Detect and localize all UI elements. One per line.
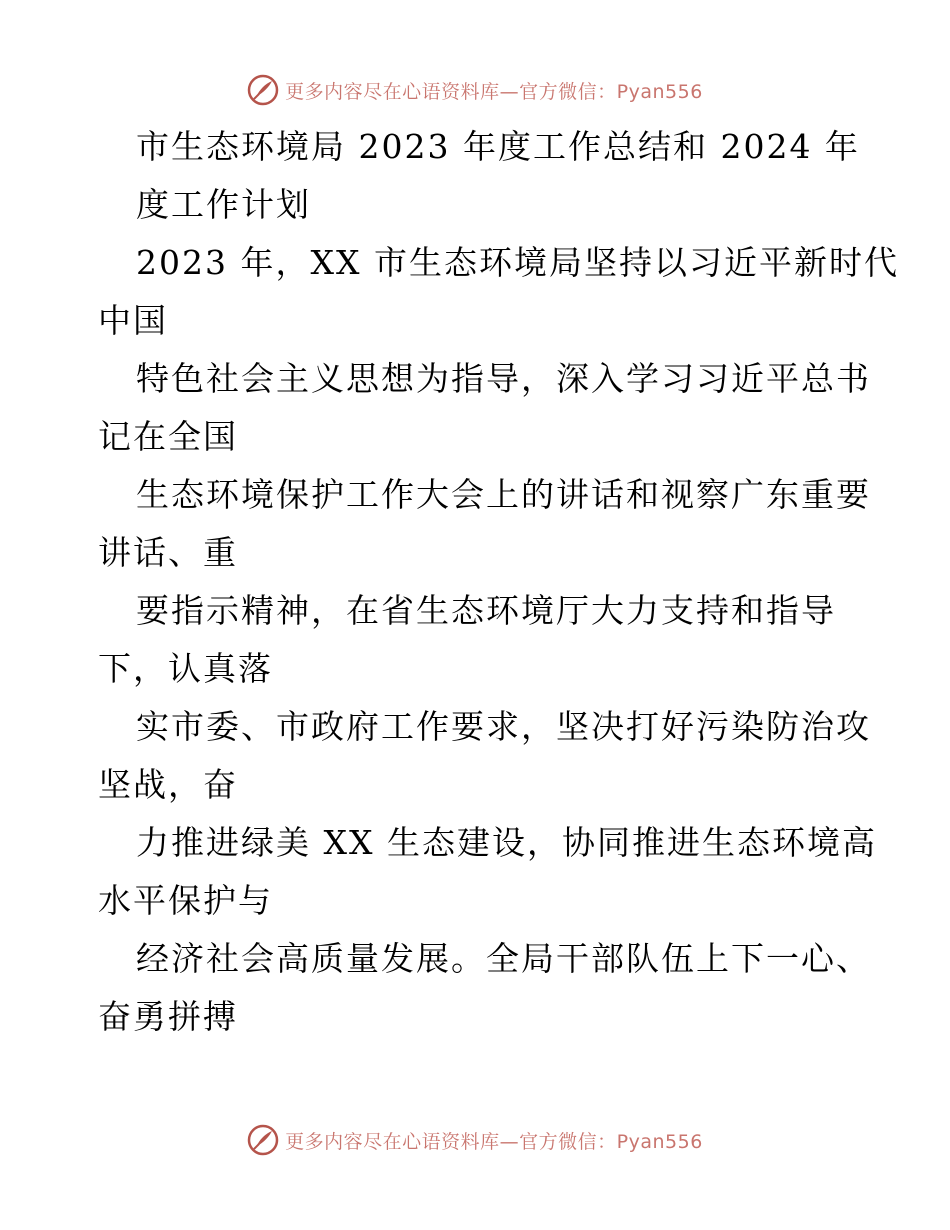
paragraph-line: 下，认真落 — [98, 649, 273, 688]
paragraph-line: 实市委、市政府工作要求，坚决打好污染防治攻 — [136, 707, 871, 746]
paragraph-line: 经济社会高质量发展。全局干部队伍上下一心、 — [136, 939, 871, 978]
paragraph-line: 特色社会主义思想为指导，深入学习习近平总书 — [136, 359, 871, 398]
paragraph-line: 水平保护与 — [98, 881, 273, 920]
paragraph-line: 力推进绿美 XX 生态建设，协同推进生态环境高 — [136, 823, 877, 862]
document-title-line-1: 市生态环境局 2023 年度工作总结和 2024 年 — [136, 127, 860, 166]
footer-banner — [0, 1120, 950, 1160]
document-title-line-2: 度工作计划 — [136, 185, 311, 224]
header-banner — [0, 70, 950, 110]
quill-pen-logo-icon — [247, 74, 279, 106]
paragraph-line: 要指示精神，在省生态环境厅大力支持和指导 — [136, 591, 836, 630]
paragraph-line: 中国 — [98, 301, 168, 340]
paragraph-line: 2023 年，XX 市生态环境局坚持以习近平新时代 — [136, 243, 899, 282]
paragraph-line: 生态环境保护工作大会上的讲话和视察广东重要 — [136, 475, 871, 514]
paragraph-line: 坚战，奋 — [98, 765, 238, 804]
paragraph-line: 讲话、重 — [98, 533, 238, 572]
footer-banner-text: 更多内容尽在心语资料库—官方微信：Pyan556 — [285, 1130, 703, 1153]
paragraph-line: 记在全国 — [98, 417, 238, 456]
paragraph-line: 奋勇拼搏 — [98, 997, 238, 1036]
document-body — [0, 118, 950, 1046]
header-banner-text: 更多内容尽在心语资料库—官方微信：Pyan556 — [285, 80, 703, 103]
quill-pen-logo-icon — [247, 1124, 279, 1156]
